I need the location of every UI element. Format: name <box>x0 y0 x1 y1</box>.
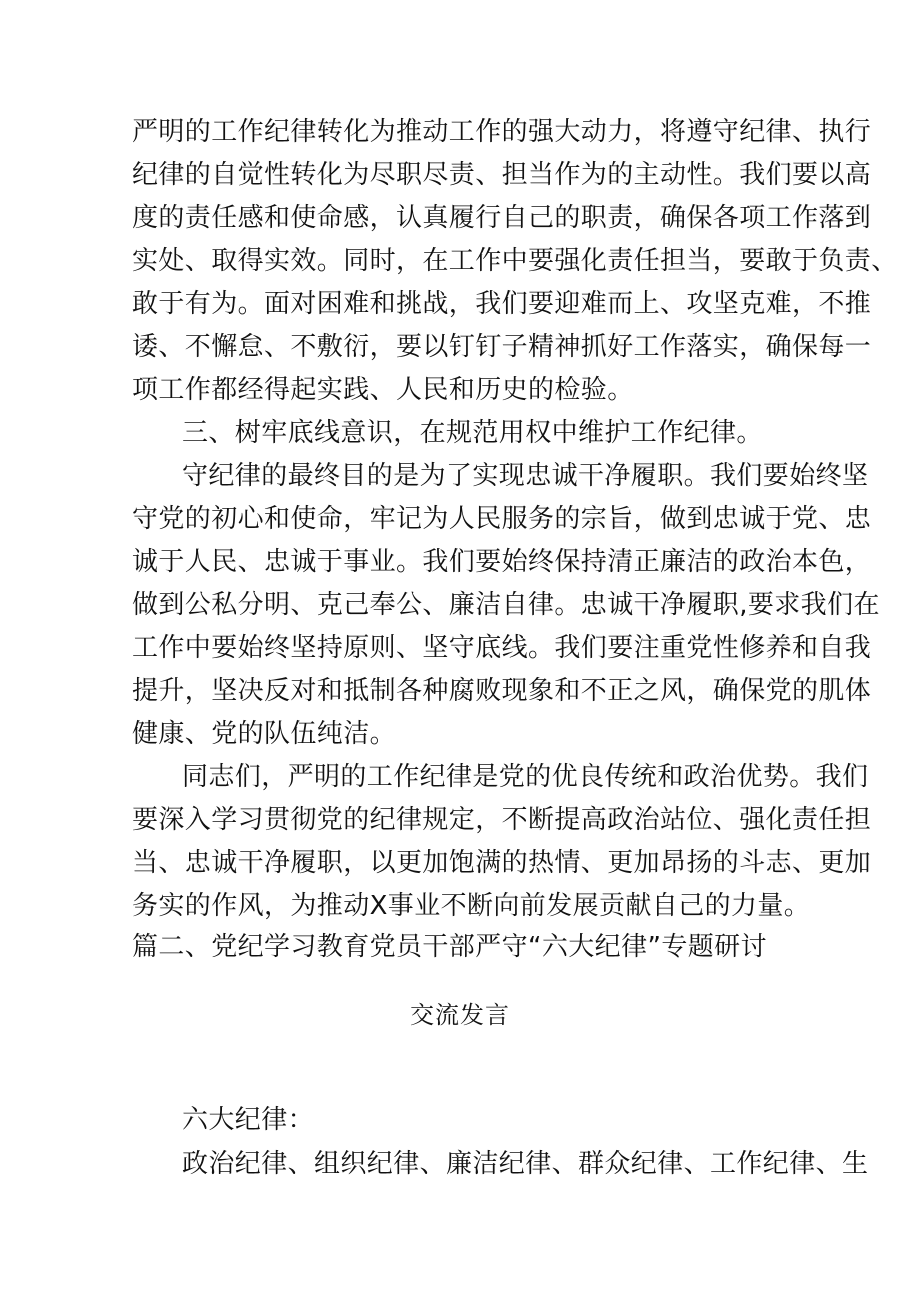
paragraph-line: 纪律的自觉性转化为尽职尽责、担当作为的主动性。我们要以高 <box>132 160 872 190</box>
paragraph-line: 要深入学习贯彻党的纪律规定，不断提高政治站位、强化责任担 <box>132 805 872 835</box>
paragraph-line: 务实的作风，为推动X事业不断向前发展贡献自己的力量。 <box>132 891 811 921</box>
document-title: 篇二、党纪学习教育党员干部严守“六大纪律”专题研讨 <box>132 932 767 962</box>
paragraph-line: 提升，坚决反对和抵制各种腐败现象和不正之风，确保党的肌体 <box>132 676 872 706</box>
paragraph-line: 诚于人民、忠诚于事业。我们要始终保持清正廉洁的政治本色， <box>132 547 872 577</box>
section-heading: 三、树牢底线意识，在规范用权中维护工作纪律。 <box>182 418 763 448</box>
paragraph-line: 度的责任感和使命感，认真履行自己的职责，确保各项工作落到 <box>132 203 872 233</box>
section-label: 六大纪律： <box>182 1105 315 1135</box>
paragraph-line: 守纪律的最终目的是为了实现忠诚干净履职。我们要始终坚 <box>182 461 869 491</box>
paragraph-line: 当、忠诚干净履职，以更加饱满的热情、更加昂扬的斗志、更加 <box>132 848 872 878</box>
paragraph-line: 严明的工作纪律转化为推动工作的强大动力，将遵守纪律、执行 <box>132 117 872 147</box>
paragraph-line: 项工作都经得起实践、人民和历史的检验。 <box>132 375 634 405</box>
paragraph-line: 诿、不懈怠、不敷衍，要以钉钉子精神抓好工作落实，确保每一 <box>132 332 872 362</box>
paragraph-line: 政治纪律、组织纪律、廉洁纪律、群众纪律、工作纪律、生 <box>182 1149 869 1179</box>
paragraph-line: 实处、取得实效。同时，在工作中要强化责任担当，要敢于负责、 <box>132 246 898 276</box>
paragraph-line: 同志们，严明的工作纪律是党的优良传统和政治优势。我们 <box>182 762 869 792</box>
paragraph-line: 健康、党的队伍纯洁。 <box>132 719 397 749</box>
paragraph-line: 敢于有为。面对困难和挑战，我们要迎难而上、攻坚克难，不推 <box>132 289 872 319</box>
document-subtitle: 交流发言 <box>410 1001 510 1029</box>
paragraph-line: 工作中要始终坚持原则、坚守底线。我们要注重党性修养和自我 <box>132 633 872 663</box>
paragraph-line: 做到公私分明、克己奉公、廉洁自律。忠诚干净履职,要求我们在 <box>132 590 880 620</box>
paragraph-line: 守党的初心和使命，牢记为人民服务的宗旨，做到忠诚于党、忠 <box>132 504 872 534</box>
